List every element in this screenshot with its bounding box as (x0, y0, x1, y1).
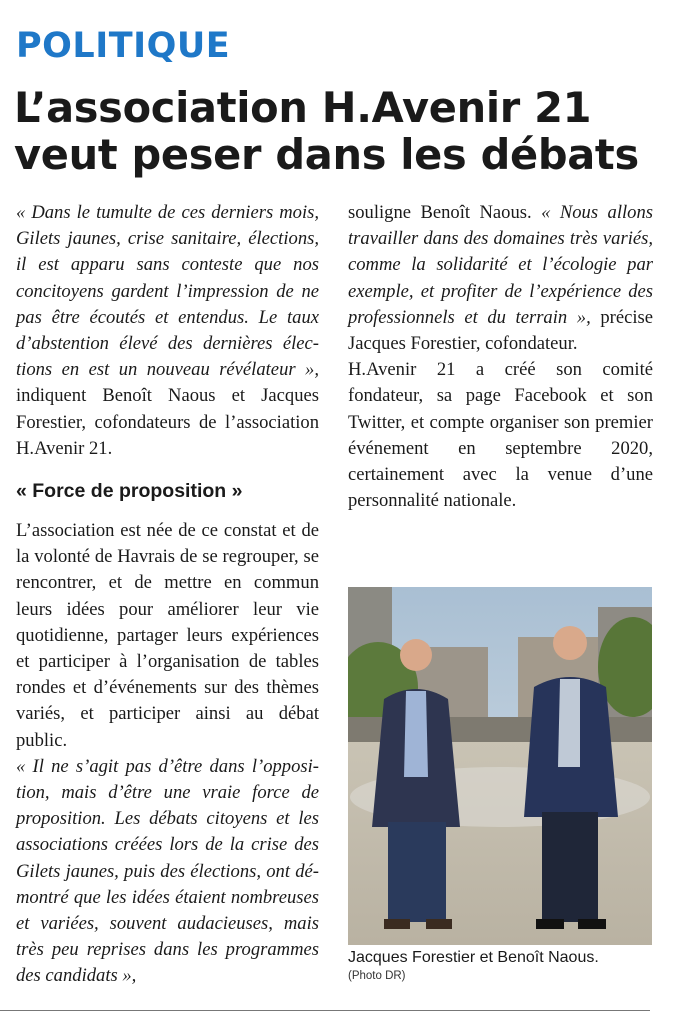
photo-illustration (348, 587, 652, 945)
subheading: « Force de proposition » (16, 480, 243, 503)
paragraph-plans: H.Avenir 21 a créé son comité fondateur, sa page Facebook et son Twitter, et compte organiser son premier événement en septembre 2020, certainement avec la venue d’une personnalité nationale. (348, 359, 653, 512)
article-headline (14, 84, 664, 178)
photo-caption: Jacques Forestier et Benoît Naous. (348, 949, 599, 966)
text-column-right (348, 200, 653, 514)
proposition-attribution-a: souligne Benoît Naous. (348, 202, 542, 223)
text-column-left (16, 200, 319, 990)
intro-quote: « Dans le tumulte de ces derniers mois, Gilets jaunes, crise sanitaire, élections, il est apparu sans conteste que nos concitoyens gardent l’impression de ne pas être écoutés et entendus. Le taux d’abstention élevé des dernières élections en est un nouveau révélateur », (16, 202, 319, 381)
paragraph-intro (16, 200, 319, 462)
article-photo (348, 587, 652, 945)
headline-line-2: veut peser dans les débats (14, 130, 639, 179)
proposition-quote-a: « Il ne s’agit pas d’être dans l’opposition, mais d’être une vraie force de proposition. Les débats citoyens et les associations créées lors de la crise des Gilets jaunes, puis des élections, ont démontré que les idées étaient nombreuses et variées, souvent audacieuses, mais très peu reprises dans les programmes des candidats », (16, 755, 319, 987)
bottom-divider (0, 1010, 650, 1011)
proposition-attribution-b: précise Jacques Forestier, cofondateur. (348, 306, 653, 355)
proposition-quote-b: « Nous allons travailler dans des domaines très variés, comme la solidarité et l’écologie par exemple, et profiter de l’expérience des professionnels et du terrain », (348, 202, 653, 328)
intro-attribution: indiquent Benoît Naous et Jacques Forestier, cofondateurs de l’association H.Avenir 21. (16, 385, 319, 459)
paragraph-origin: L’association est née de ce constat et de la volonté de Havrais de se regrouper, se rencontrer, et de mettre en commun leurs idées pour améliorer leur vie quotidienne, partager leurs expériences et participer à l’organisation de tables rondes et d’événements sur des thèmes variés, et participer ainsi au débat public. (16, 520, 319, 751)
paragraph-proposition (16, 754, 319, 990)
paragraph-proposition-cont (348, 200, 653, 357)
section-label: POLITIQUE (16, 26, 231, 66)
photo-credit: (Photo DR) (348, 970, 406, 982)
headline-line-1: L’association H.Avenir 21 (14, 83, 592, 132)
